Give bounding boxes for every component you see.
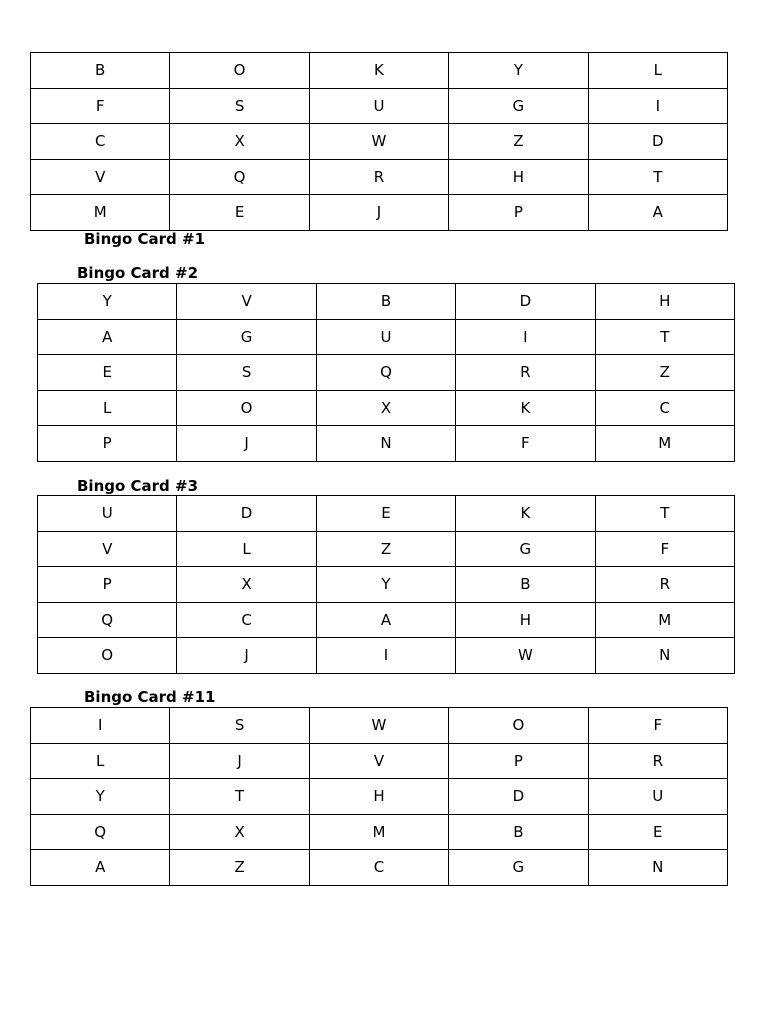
bingo-cell: Y (31, 779, 170, 815)
bingo-cell: I (31, 708, 170, 744)
bingo-cell: V (38, 531, 177, 567)
bingo-card-2-grid (37, 283, 735, 462)
bingo-cell: N (316, 426, 455, 462)
bingo-cell: V (309, 743, 448, 779)
bingo-cell: E (38, 355, 177, 391)
bingo-cell: Z (316, 531, 455, 567)
bingo-cell: T (595, 496, 734, 532)
bingo-cell: A (38, 319, 177, 355)
bingo-row (31, 814, 728, 850)
bingo-cell: O (170, 53, 309, 89)
bingo-cell: H (595, 284, 734, 320)
bingo-cell: C (177, 602, 316, 638)
bingo-cell: U (309, 88, 448, 124)
bingo-cell: Y (38, 284, 177, 320)
bingo-cell: E (316, 496, 455, 532)
bingo-cell: K (456, 496, 595, 532)
bingo-cell: V (31, 159, 170, 195)
bingo-cell: J (177, 426, 316, 462)
bingo-cell: M (309, 814, 448, 850)
bingo-cell: C (31, 124, 170, 160)
bingo-cell: B (449, 814, 588, 850)
bingo-cell: T (588, 159, 727, 195)
bingo-row (31, 743, 728, 779)
bingo-cell: B (456, 567, 595, 603)
bingo-cell: S (177, 355, 316, 391)
bingo-cell: F (588, 708, 727, 744)
bingo-cell: K (309, 53, 448, 89)
bingo-row (31, 708, 728, 744)
bingo-cell: I (588, 88, 727, 124)
bingo-row (31, 53, 728, 89)
bingo-row (38, 567, 735, 603)
bingo-row (38, 531, 735, 567)
bingo-cell: D (456, 284, 595, 320)
bingo-cell: R (456, 355, 595, 391)
bingo-cell: X (316, 390, 455, 426)
bingo-cell: X (177, 567, 316, 603)
bingo-cell: A (588, 195, 727, 231)
bingo-cell: T (595, 319, 734, 355)
bingo-cell: Z (170, 850, 309, 886)
bingo-cell: J (177, 638, 316, 674)
bingo-cell: K (456, 390, 595, 426)
bingo-cell: A (316, 602, 455, 638)
bingo-cell: S (170, 88, 309, 124)
bingo-cell: W (456, 638, 595, 674)
bingo-cell: G (449, 88, 588, 124)
bingo-cell: L (31, 743, 170, 779)
bingo-cell: O (38, 638, 177, 674)
bingo-cell: B (31, 53, 170, 89)
bingo-cell: T (170, 779, 309, 815)
bingo-cell: U (588, 779, 727, 815)
bingo-cell: R (588, 743, 727, 779)
bingo-cell: I (316, 638, 455, 674)
bingo-cell: R (595, 567, 734, 603)
bingo-cell: L (177, 531, 316, 567)
bingo-cell: P (38, 426, 177, 462)
bingo-card-1-title: Bingo Card #1 (84, 230, 206, 248)
bingo-cell: Z (595, 355, 734, 391)
bingo-cell: H (449, 159, 588, 195)
bingo-cell: M (595, 426, 734, 462)
bingo-row (31, 779, 728, 815)
bingo-card-1-grid (30, 52, 728, 231)
bingo-cell: E (170, 195, 309, 231)
bingo-cell: V (177, 284, 316, 320)
bingo-cell: D (177, 496, 316, 532)
bingo-cell: Q (170, 159, 309, 195)
bingo-cell: R (309, 159, 448, 195)
bingo-cell: F (31, 88, 170, 124)
bingo-row (38, 426, 735, 462)
bingo-row (38, 390, 735, 426)
bingo-cell: P (449, 743, 588, 779)
bingo-card-11-title: Bingo Card #11 (84, 688, 216, 706)
bingo-cell: W (309, 124, 448, 160)
bingo-cell: Y (449, 53, 588, 89)
bingo-cell: S (170, 708, 309, 744)
bingo-cell: U (316, 319, 455, 355)
bingo-cell: Y (316, 567, 455, 603)
bingo-row (31, 124, 728, 160)
bingo-row (31, 195, 728, 231)
bingo-cell: D (449, 779, 588, 815)
bingo-row (31, 159, 728, 195)
bingo-row (38, 496, 735, 532)
bingo-card-3-title: Bingo Card #3 (77, 477, 199, 495)
bingo-cell: M (31, 195, 170, 231)
bingo-cell: P (38, 567, 177, 603)
bingo-cell: P (449, 195, 588, 231)
bingo-cell: C (595, 390, 734, 426)
bingo-cell: U (38, 496, 177, 532)
bingo-cell: X (170, 814, 309, 850)
bingo-cell: B (316, 284, 455, 320)
bingo-card-3-grid (37, 495, 735, 674)
bingo-row (38, 284, 735, 320)
bingo-cell: G (177, 319, 316, 355)
bingo-cell: Z (449, 124, 588, 160)
bingo-cell: X (170, 124, 309, 160)
bingo-cell: Q (38, 602, 177, 638)
bingo-row (38, 355, 735, 391)
bingo-cell: G (456, 531, 595, 567)
bingo-cell: Q (316, 355, 455, 391)
bingo-cell: O (449, 708, 588, 744)
bingo-cell: H (309, 779, 448, 815)
bingo-cell: L (38, 390, 177, 426)
bingo-row (31, 850, 728, 886)
bingo-cell: D (588, 124, 727, 160)
bingo-row (38, 319, 735, 355)
bingo-cell: N (588, 850, 727, 886)
bingo-cell: O (177, 390, 316, 426)
bingo-cell: I (456, 319, 595, 355)
bingo-cell: J (170, 743, 309, 779)
bingo-cell: A (31, 850, 170, 886)
bingo-cell: F (595, 531, 734, 567)
bingo-cell: F (456, 426, 595, 462)
bingo-cell: Q (31, 814, 170, 850)
bingo-cell: C (309, 850, 448, 886)
bingo-row (38, 638, 735, 674)
bingo-cell: H (456, 602, 595, 638)
bingo-cell: M (595, 602, 734, 638)
bingo-cell: L (588, 53, 727, 89)
bingo-row (38, 602, 735, 638)
bingo-cell: G (449, 850, 588, 886)
bingo-cell: N (595, 638, 734, 674)
bingo-cell: E (588, 814, 727, 850)
bingo-card-11-grid (30, 707, 728, 886)
bingo-row (31, 88, 728, 124)
bingo-cell: W (309, 708, 448, 744)
bingo-cell: J (309, 195, 448, 231)
bingo-card-2-title: Bingo Card #2 (77, 264, 199, 282)
